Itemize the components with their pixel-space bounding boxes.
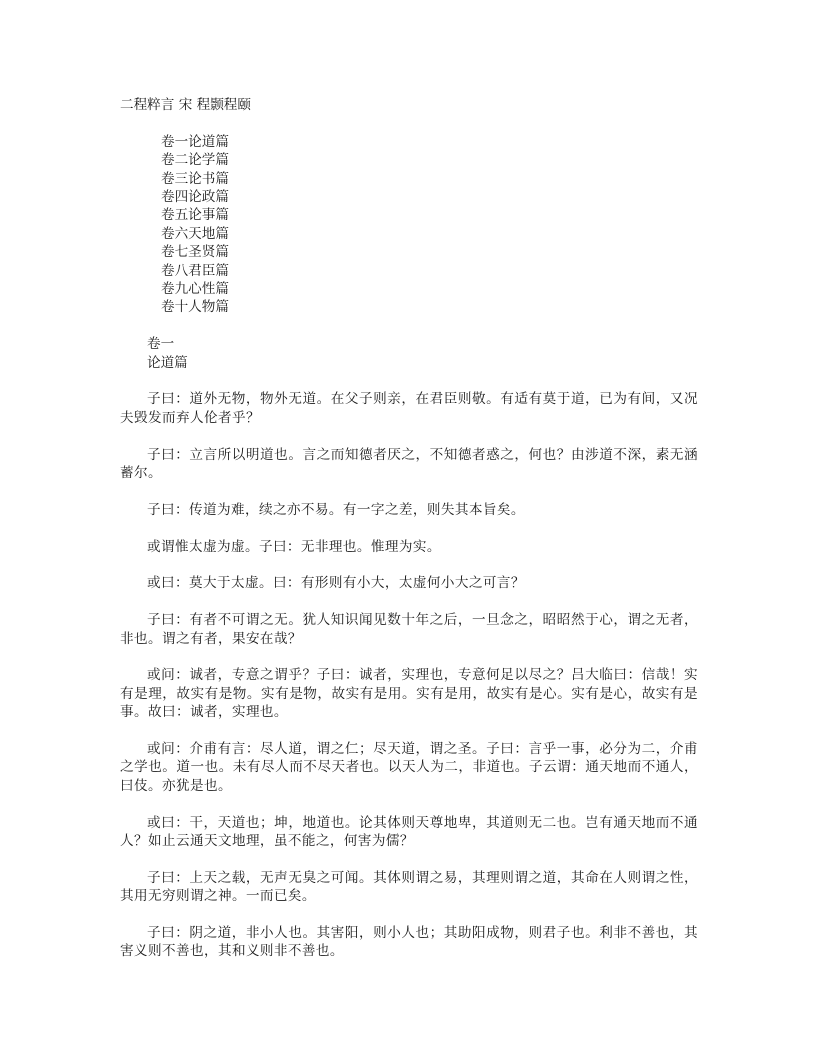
table-of-contents xyxy=(120,133,698,317)
toc-item: 卷八君臣篇 xyxy=(161,262,229,279)
toc-item: 卷五论事篇 xyxy=(161,207,229,224)
paragraph: 或曰：莫大于太虚。曰：有形则有小大，太虚何小大之可言？ xyxy=(147,575,525,592)
paragraph: 或问：诚者，专意之谓乎？子曰：诚者，实理也，专意何足以尽之？吕大临曰：信哉！实有是理，故实有是物。实有是物，故实有是用。实有是用，故实有是心。实有是心，故实有是事。故曰：诚者，实理也。 xyxy=(120,667,698,721)
paragraph: 子曰：立言所以明道也。言之而知德者厌之，不知德者惑之，何也？由涉道不深，素无涵蓄尔。 xyxy=(120,446,698,482)
toc-item: 卷一论道篇 xyxy=(161,133,229,150)
toc-item: 卷三论书篇 xyxy=(161,170,229,187)
section-heading xyxy=(120,335,698,372)
paragraph: 子曰：传道为难，续之亦不易。有一字之差，则失其本旨矣。 xyxy=(147,501,525,518)
paragraph: 子曰：有者不可谓之无。犹人知识闻见数十年之后，一旦念之，昭昭然于心，谓之无者，非也。谓之有者，果安在哉？ xyxy=(120,612,698,647)
paragraph: 或谓惟太虚为虚。子曰：无非理也。惟理为实。 xyxy=(147,538,441,555)
toc-item: 卷六天地篇 xyxy=(161,225,229,242)
volume-label: 卷一 xyxy=(147,336,175,353)
document-page xyxy=(120,96,698,979)
toc-item: 卷九心性篇 xyxy=(161,281,229,298)
paragraph: 子曰：上天之载，无声无臭之可闻。其体则谓之易，其理则谓之道，其命在人则谓之性，其用无穷则谓之神。一而已矣。 xyxy=(120,869,698,905)
chapter-name: 论道篇 xyxy=(147,354,188,371)
toc-item: 卷七圣贤篇 xyxy=(161,244,229,261)
toc-item: 卷二论学篇 xyxy=(161,152,229,169)
paragraph: 或问：介甫有言：尽人道，谓之仁；尽天道，谓之圣。子曰：言乎一事，必分为二，介甫之学也。道一也。未有尽人而不尽天者也。以天人为二，非道也。子云谓：通天地而不通人，曰伎。亦犹是也。 xyxy=(120,741,698,794)
document-title: 二程粹言 宋 程颢程颐 xyxy=(120,97,251,113)
toc-item: 卷十人物篇 xyxy=(161,299,229,316)
toc-item: 卷四论政篇 xyxy=(161,189,229,206)
paragraph: 子曰：阴之道，非小人也。其害阳，则小人也；其助阳成物，则君子也。利非不善也，其害义则不善也，其和义则非不善也。 xyxy=(120,925,698,960)
paragraph: 子曰：道外无物，物外无道。在父子则亲，在君臣则敬。有适有莫于道，已为有间，又况夫毁发而弃人伦者乎？ xyxy=(120,391,698,426)
paragraph: 或曰：干，天道也；坤，地道也。论其体则天尊地卑，其道则无二也。岂有通天地而不通人？如止云通天文地理，虽不能之，何害为儒？ xyxy=(120,814,698,850)
